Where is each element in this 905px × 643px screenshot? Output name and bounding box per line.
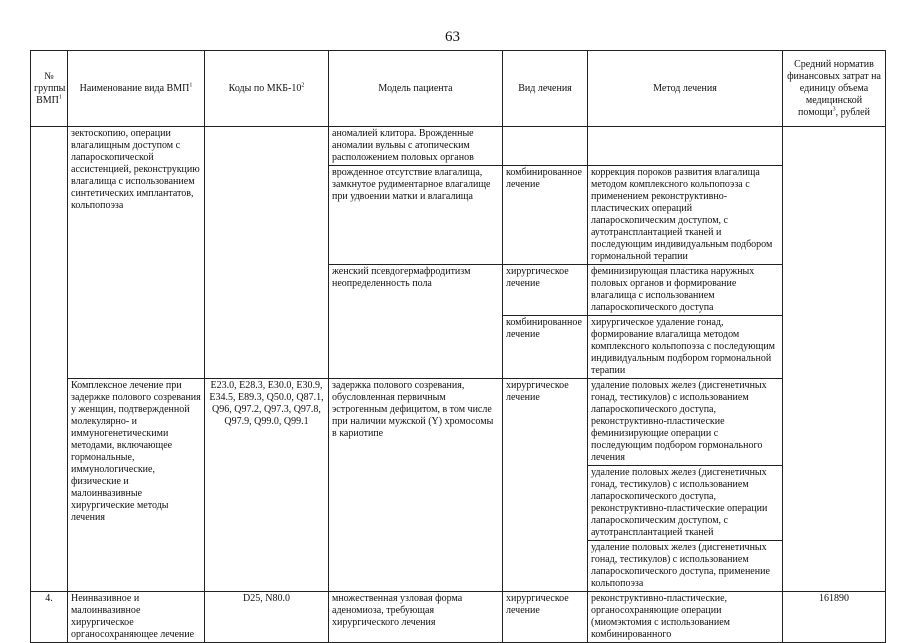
table-row (31, 379, 886, 466)
patient-model-cell: множественная узловая форма аденомиоза, требующая хирургического лечения (329, 592, 503, 643)
icd-codes-cell: E23.0, E28.3, E30.0, E30.9, E34.5, E89.3, Q50.0, Q87.1, Q96, Q97.2, Q97.3, Q97.8, Q97.9, Q99.0, Q99.1 (205, 379, 329, 592)
group-number-cell (31, 127, 68, 592)
treatment-method-cell: удаление половых желез (дисгенетичных гонад, тестикулов) с использованием лапароскопического доступа, реконструктивно-пластические операции лапароскопическим доступом, с аутотрансплантацией тканей (588, 466, 783, 541)
cost-cell: 161890 (783, 592, 886, 643)
page-number: 63 (445, 29, 460, 45)
vmp-name-cell: Комплексное лечение при задержке полового созревания у женщин, подтвержденной молекулярно- и иммуногенетическими методами, включающее гормональные, иммунологические, физические и малоинвазивные хирургические методы лечения (68, 379, 205, 592)
vmp-name-cell: зектоскопию, операции влагалищным доступом с лапароскопической ассистенцией, реконструкцию влагалища с использованием синтетических имплантатов, кольпопоэза (68, 127, 205, 379)
patient-model-cell: задержка полового созревания, обусловленная первичным эстрогенным дефицитом, в том числе при наличии мужской (Y) хромосомы в кариотипе (329, 379, 503, 592)
vmp-table (30, 50, 886, 643)
group-number-cell: 4. (31, 592, 68, 643)
treatment-method-cell: удаление половых желез (дисгенетичных гонад, тестикулов) с использованием лапароскопического доступа, реконструктивно-пластические феминизирующие операции с последующим подбором гормонального лечения (588, 379, 783, 466)
header-group-number: № группы ВМП$^1$ (31, 51, 68, 127)
treatment-type-cell: хирургическое лечение (503, 592, 588, 643)
treatment-method-cell (588, 127, 783, 166)
table-header-row (31, 51, 886, 127)
treatment-method-cell: реконструктивно-пластические, органосохраняющие операции (миомэктомия с использованием комбинированного (588, 592, 783, 643)
icd-codes-cell (205, 127, 329, 379)
vmp-name-cell: Неинвазивное и малоинвазивное хирургическое органосохраняющее лечение (68, 592, 205, 643)
header-vmp-name: Наименование вида ВМП$^1$ (68, 51, 205, 127)
patient-model-cell: врожденное отсутствие влагалища, замкнутое рудиментарное влагалище при удвоении матки и влагалища (329, 166, 503, 265)
treatment-method-cell: коррекция пороков развития влагалища методом комплексного кольпопоэза с применением реконструктивно-пластических операций лапароскопическим доступом, с аутотрансплантацией тканей и последующим индивидуальным подбором гормональной терапии (588, 166, 783, 265)
patient-model-cell: женский псевдогермафродитизм неопределенность пола (329, 265, 503, 379)
treatment-type-cell: хирургическое лечение (503, 265, 588, 316)
patient-model-cell: аномалией клитора. Врожденные аномалии вульвы с атопическим расположением половых органов (329, 127, 503, 166)
header-icd-codes: Коды по МКБ-$10^2$ (205, 51, 329, 127)
header-patient-model: Модель пациента (329, 51, 503, 127)
treatment-method-cell: хирургическое удаление гонад, формирование влагалища методом комплексного кольпопоэза с последующим индивидуальным подбором гормональной терапии (588, 316, 783, 379)
header-treatment-type: Вид лечения (503, 51, 588, 127)
treatment-type-cell: хирургическое лечение (503, 379, 588, 592)
treatment-type-cell: комбинированное лечение (503, 316, 588, 379)
treatment-method-cell: удаление половых желез (дисгенетичных гонад, тестикулов) с использованием лапароскопического доступа, применение кольпопоэза (588, 541, 783, 592)
header-treatment-method: Метод лечения (588, 51, 783, 127)
header-cost: Средний норматив финансовых затрат на единицу объема медицинской помощи$^3$, рублей (783, 51, 886, 127)
treatment-type-cell (503, 127, 588, 166)
table-row (31, 592, 886, 643)
icd-codes-cell: D25, N80.0 (205, 592, 329, 643)
cost-cell (783, 127, 886, 592)
treatment-method-cell: феминизирующая пластика наружных половых органов и формирование влагалища с использованием лапароскопического доступа (588, 265, 783, 316)
table-row (31, 127, 886, 166)
treatment-type-cell: комбинированное лечение (503, 166, 588, 265)
